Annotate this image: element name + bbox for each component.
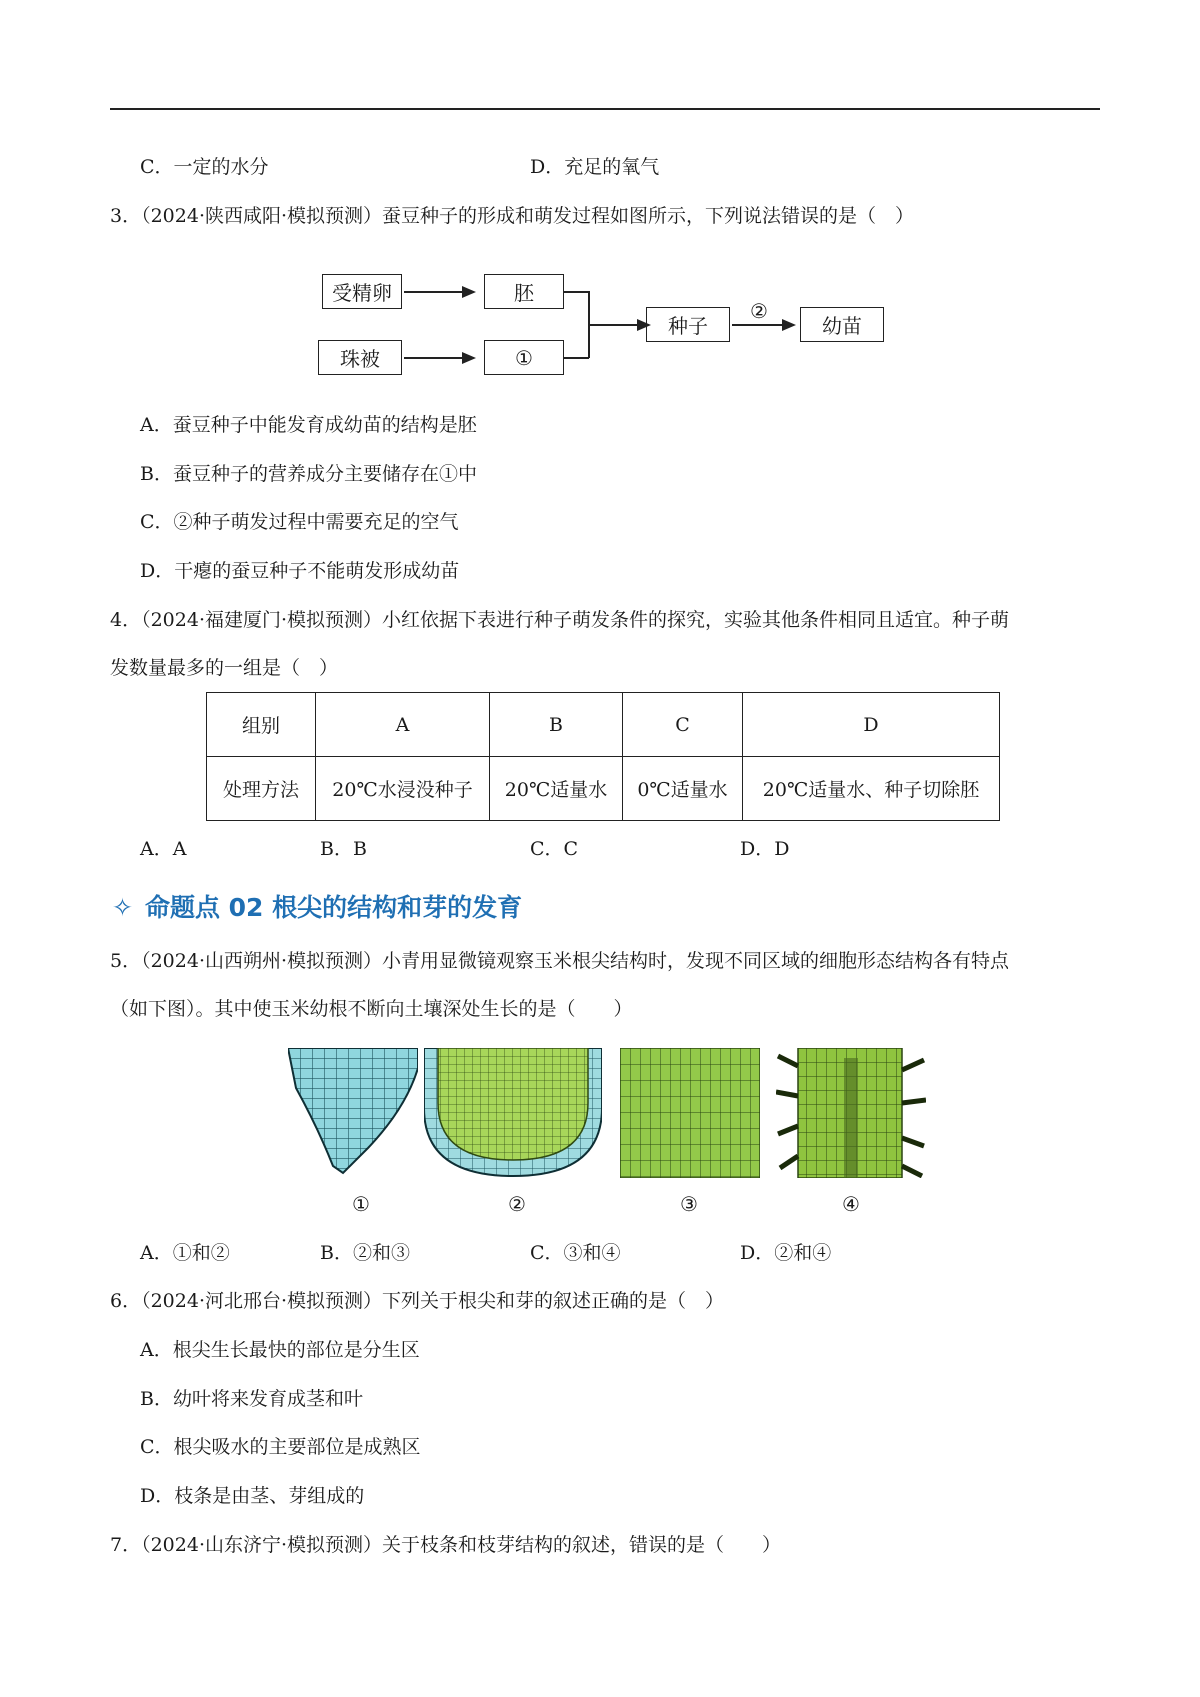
section-title: 命题点 02 根尖的结构和芽的发育	[144, 893, 523, 922]
micrograph-label-4: ④	[842, 1192, 860, 1216]
q5-option-d[interactable]: D．②和④	[740, 1242, 832, 1264]
q5-option-c[interactable]: C．③和④	[530, 1242, 621, 1264]
marker-2: ②	[750, 299, 768, 323]
root-cap-micrograph	[288, 1048, 418, 1178]
q4-option-b[interactable]: B．B	[320, 838, 367, 860]
table-cell: D	[743, 693, 1000, 757]
question-4-stem-line1: 4．（2024·福建厦门·模拟预测）小红依据下表进行种子萌发条件的探究，实验其他条件相同且适宜。种子萌	[110, 609, 1010, 631]
question-4-stem-line2: 发数量最多的一组是（ ）	[110, 657, 339, 679]
q3-option-d[interactable]: D．干瘪的蚕豆种子不能萌发形成幼苗	[140, 560, 460, 582]
option-d[interactable]: D．充足的氧气	[530, 156, 660, 178]
q5-option-b[interactable]: B．②和③	[320, 1242, 410, 1264]
arrow-line	[404, 357, 464, 359]
elongation-zone-micrograph	[620, 1048, 760, 1178]
micrograph-label-2: ②	[508, 1192, 526, 1216]
question-7-stem: 7．（2024·山东济宁·模拟预测）关于枝条和枝芽结构的叙述，错误的是（ ）	[110, 1534, 782, 1556]
option-c[interactable]: C．一定的水分	[140, 156, 269, 178]
table-cell: A	[316, 693, 490, 757]
section-heading	[112, 888, 522, 924]
box-seed: 种子	[646, 307, 730, 342]
table-row	[207, 757, 1000, 821]
arrow-line	[404, 291, 464, 293]
q6-option-b[interactable]: B．幼叶将来发育成茎和叶	[140, 1388, 363, 1410]
table-cell: 20℃适量水	[490, 757, 623, 821]
connector-line	[564, 357, 589, 359]
micrograph-label-3: ③	[680, 1192, 698, 1216]
table-cell: B	[490, 693, 623, 757]
table-cell: 处理方法	[207, 757, 316, 821]
q5-option-a[interactable]: A．①和②	[140, 1242, 230, 1264]
table-cell: 20℃水浸没种子	[316, 757, 490, 821]
box-integument: 珠被	[318, 340, 402, 375]
header-rule	[110, 108, 1100, 110]
box-embryo: 胚	[484, 274, 564, 309]
arrow-head	[782, 319, 796, 331]
table-cell: 0℃适量水	[623, 757, 743, 821]
question-3-stem: 3．（2024·陕西咸阳·模拟预测）蚕豆种子的形成和萌发过程如图所示，下列说法错误的是（ ）	[110, 205, 915, 227]
germination-table	[206, 692, 1000, 821]
arrow-line	[589, 324, 639, 326]
connector-line	[564, 291, 589, 293]
q6-option-d[interactable]: D．枝条是由茎、芽组成的	[140, 1485, 365, 1507]
box-seedling: 幼苗	[800, 307, 884, 342]
sparkle-icon: ✧	[112, 893, 133, 922]
q4-option-d[interactable]: D．D	[740, 838, 790, 860]
q3-option-c[interactable]: C．②种子萌发过程中需要充足的空气	[140, 511, 459, 533]
table-cell: C	[623, 693, 743, 757]
q3-option-a[interactable]: A．蚕豆种子中能发育成幼苗的结构是胚	[140, 414, 477, 436]
table-header-row	[207, 693, 1000, 757]
question-5-stem-line2: （如下图）。其中使玉米幼根不断向土壤深处生长的是（ ）	[110, 998, 633, 1020]
table-cell: 组别	[207, 693, 316, 757]
arrow-head	[462, 286, 476, 298]
maturation-zone-micrograph	[776, 1048, 926, 1178]
meristem-micrograph	[424, 1048, 602, 1178]
q4-option-a[interactable]: A．A	[140, 838, 187, 860]
box-fertilized-egg: 受精卵	[322, 274, 402, 309]
table-cell: 20℃适量水、种子切除胚	[743, 757, 1000, 821]
q4-option-c[interactable]: C．C	[530, 838, 579, 860]
q6-option-a[interactable]: A．根尖生长最快的部位是分生区	[140, 1339, 420, 1361]
q6-option-c[interactable]: C．根尖吸水的主要部位是成熟区	[140, 1436, 421, 1458]
micrograph-label-1: ①	[352, 1192, 370, 1216]
box-marker-1: ①	[484, 340, 564, 375]
question-5-stem-line1: 5．（2024·山西朔州·模拟预测）小青用显微镜观察玉米根尖结构时，发现不同区域的细胞形态结构各有特点	[110, 950, 1010, 972]
arrow-line	[732, 324, 784, 326]
question-6-stem: 6．（2024·河北邢台·模拟预测）下列关于根尖和芽的叙述正确的是（ ）	[110, 1290, 725, 1312]
arrow-head	[462, 352, 476, 364]
q3-option-b[interactable]: B．蚕豆种子的营养成分主要储存在①中	[140, 463, 477, 485]
